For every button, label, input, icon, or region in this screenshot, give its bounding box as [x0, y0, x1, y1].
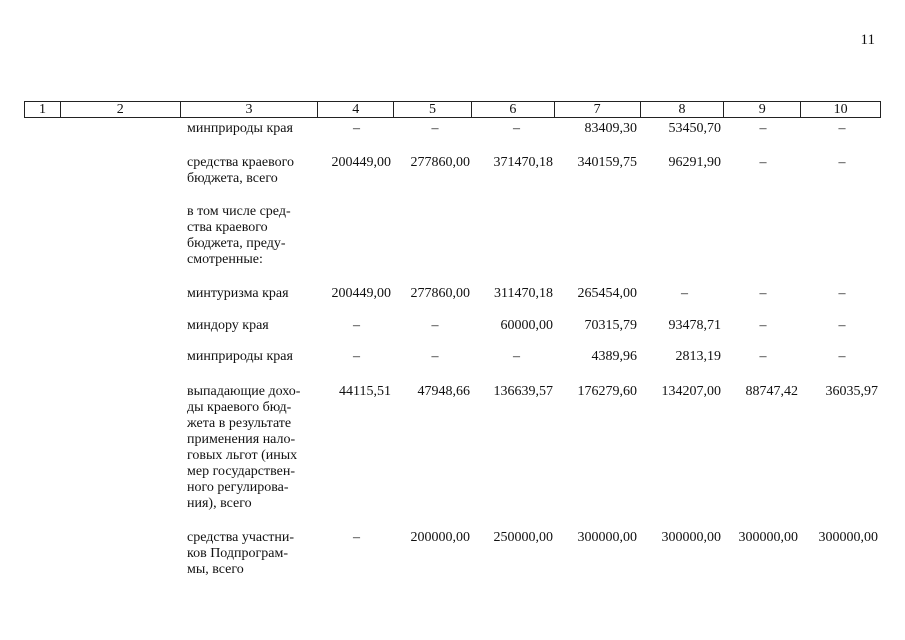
value-col-10: 36035,97 — [825, 384, 878, 399]
value-col-10: – — [838, 349, 846, 364]
column-header-6: 6 — [472, 102, 555, 117]
value-col-5: – — [431, 349, 439, 364]
value-col-8: 53450,70 — [668, 121, 721, 136]
value-col-4: 200449,00 — [331, 286, 391, 301]
description-line: средства краевого — [187, 155, 294, 170]
value-col-5: 47948,66 — [417, 384, 470, 399]
table-header-row — [24, 101, 881, 118]
value-col-10: – — [838, 286, 846, 301]
description-line: выпадающие дохо- — [187, 384, 301, 399]
description-line: ков Подпрограм- — [187, 546, 289, 561]
description-line: бюджета, преду- — [187, 236, 286, 251]
value-col-4: 200449,00 — [331, 155, 391, 170]
value-col-6: 371470,18 — [493, 155, 553, 170]
value-col-4: 44115,51 — [339, 384, 391, 399]
value-col-9: – — [759, 121, 767, 136]
value-col-8: 2813,19 — [675, 349, 721, 364]
value-col-6: 136639,57 — [493, 384, 553, 399]
value-col-9: 300000,00 — [738, 530, 798, 545]
page-number: 11 — [860, 32, 875, 48]
value-col-7: 4389,96 — [591, 349, 637, 364]
value-col-7: 83409,30 — [584, 121, 637, 136]
value-col-8: 134207,00 — [661, 384, 721, 399]
value-col-8: 300000,00 — [661, 530, 721, 545]
value-col-9: 88747,42 — [745, 384, 798, 399]
value-col-5: 277860,00 — [410, 155, 470, 170]
value-col-10: – — [838, 155, 846, 170]
value-col-7: 300000,00 — [577, 530, 637, 545]
row-description — [187, 155, 315, 187]
value-col-5: 200000,00 — [410, 530, 470, 545]
value-col-4: – — [353, 121, 360, 136]
description-line: бюджета, всего — [187, 171, 278, 186]
value-col-10: – — [838, 121, 846, 136]
value-col-5: – — [431, 318, 439, 333]
description-line: мер государствен- — [187, 464, 296, 479]
row-description — [187, 384, 315, 512]
column-header-10: 10 — [833, 102, 848, 117]
description-line: ства краевого — [187, 220, 268, 235]
value-col-7: 340159,75 — [577, 155, 637, 170]
row-description — [187, 286, 315, 302]
value-col-6: – — [513, 121, 520, 136]
description-line: говых льгот (иных — [187, 448, 298, 463]
description-line: применения нало- — [187, 432, 296, 447]
column-header-4: 4 — [318, 102, 394, 117]
value-col-9: – — [759, 286, 767, 301]
description-line: ного регулирова- — [187, 480, 289, 495]
value-col-6: – — [513, 349, 520, 364]
value-col-4: – — [353, 349, 360, 364]
value-col-9: – — [759, 349, 767, 364]
value-col-6: 250000,00 — [493, 530, 553, 545]
description-line: ния), всего — [187, 496, 252, 511]
value-col-9: – — [759, 155, 767, 170]
column-header-7: 7 — [555, 102, 641, 117]
description-line: минприроды края — [187, 349, 293, 364]
row-description — [187, 204, 315, 268]
value-col-10: – — [838, 318, 846, 333]
value-col-8: 96291,90 — [668, 155, 721, 170]
value-col-10: 300000,00 — [818, 530, 878, 545]
value-col-7: 265454,00 — [577, 286, 637, 301]
value-col-6: 311470,18 — [494, 286, 553, 301]
value-col-7: 176279,60 — [577, 384, 637, 399]
value-col-4: – — [353, 530, 360, 545]
value-col-6: 60000,00 — [500, 318, 553, 333]
row-description — [187, 121, 315, 137]
value-col-7: 70315,79 — [584, 318, 637, 333]
description-line: минприроды края — [187, 121, 293, 136]
value-col-5: – — [431, 121, 439, 136]
column-header-3: 3 — [181, 102, 319, 117]
description-line: средства участни- — [187, 530, 295, 545]
row-description — [187, 530, 315, 578]
value-col-8: 93478,71 — [668, 318, 721, 333]
description-line: ды краевого бюд- — [187, 400, 292, 415]
row-description — [187, 349, 315, 365]
description-line: минтуризма края — [187, 286, 289, 301]
column-header-2: 2 — [61, 102, 181, 117]
description-line: миндору края — [187, 318, 269, 333]
column-header-8: 8 — [641, 102, 725, 117]
description-line: смотренные: — [187, 252, 263, 267]
description-line: в том числе сред- — [187, 204, 291, 219]
column-header-5: 5 — [394, 102, 472, 117]
description-line: мы, всего — [187, 562, 244, 577]
value-col-4: – — [353, 318, 360, 333]
column-header-1: 1 — [25, 102, 61, 117]
value-col-8: – — [681, 286, 688, 301]
description-line: жета в результате — [187, 416, 292, 431]
value-col-5: 277860,00 — [410, 286, 470, 301]
row-description — [187, 318, 315, 334]
value-col-9: – — [759, 318, 767, 333]
column-header-9: 9 — [724, 102, 801, 117]
